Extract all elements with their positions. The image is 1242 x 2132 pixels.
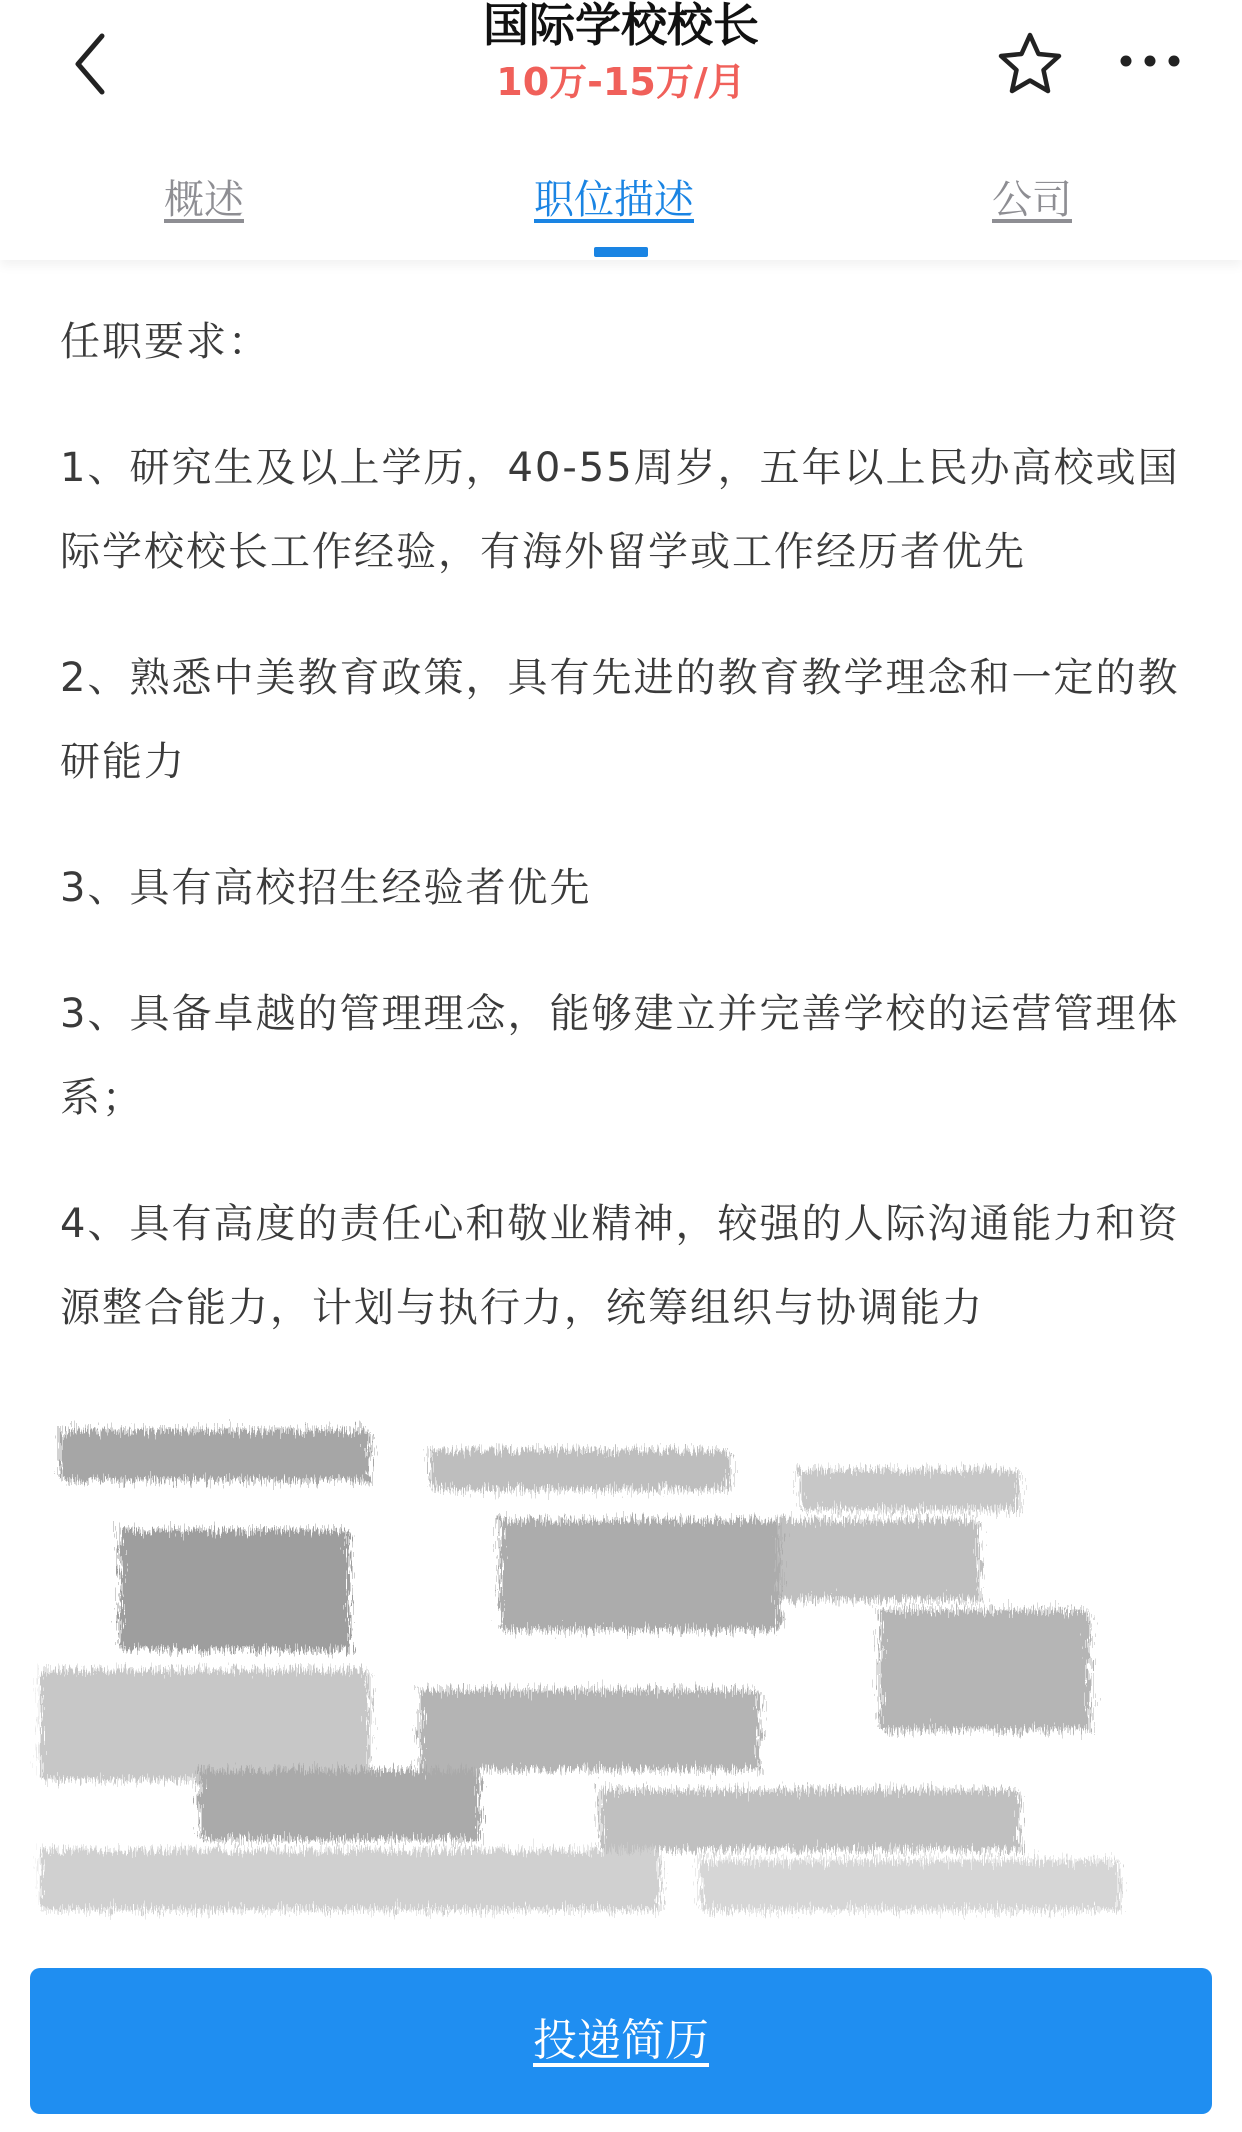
redacted-scribble xyxy=(0,1410,1242,1970)
tab-company[interactable]: 公司 xyxy=(992,177,1072,223)
requirement-item: 2、熟悉中美教育政策，具有先进的教育教学理念和一定的教研能力 xyxy=(60,655,1180,785)
active-tab-indicator xyxy=(594,247,648,257)
tab-overview[interactable]: 概述 xyxy=(164,177,244,223)
tab-job-description[interactable]: 职位描述 xyxy=(534,177,694,223)
job-description-content xyxy=(60,300,1180,1392)
submit-resume-button[interactable]: 投递简历 xyxy=(30,1968,1212,2114)
requirements-heading: 任职要求： xyxy=(60,319,270,365)
salary-range: 10万-15万/月 xyxy=(496,60,746,104)
favorite-button[interactable] xyxy=(996,30,1064,98)
requirement-item: 3、具有高校招生经验者优先 xyxy=(60,865,592,911)
requirement-item: 4、具有高度的责任心和敬业精神，较强的人际沟通能力和资源整合能力，计划与执行力，统筹组织与协调能力 xyxy=(60,1201,1180,1331)
top-bar xyxy=(0,0,1242,260)
tab-bar xyxy=(0,160,1242,260)
requirement-item: 3、具备卓越的管理理念，能够建立并完善学校的运营管理体系； xyxy=(60,991,1180,1121)
more-button[interactable] xyxy=(1118,44,1182,78)
more-horizontal-icon xyxy=(1118,44,1182,78)
star-outline-icon xyxy=(996,30,1064,98)
job-title: 国际学校校长 xyxy=(483,0,759,52)
requirement-item: 1、研究生及以上学历，40-55周岁，五年以上民办高校或国际学校校长工作经验，有海外留学或工作经历者优先 xyxy=(60,445,1180,575)
